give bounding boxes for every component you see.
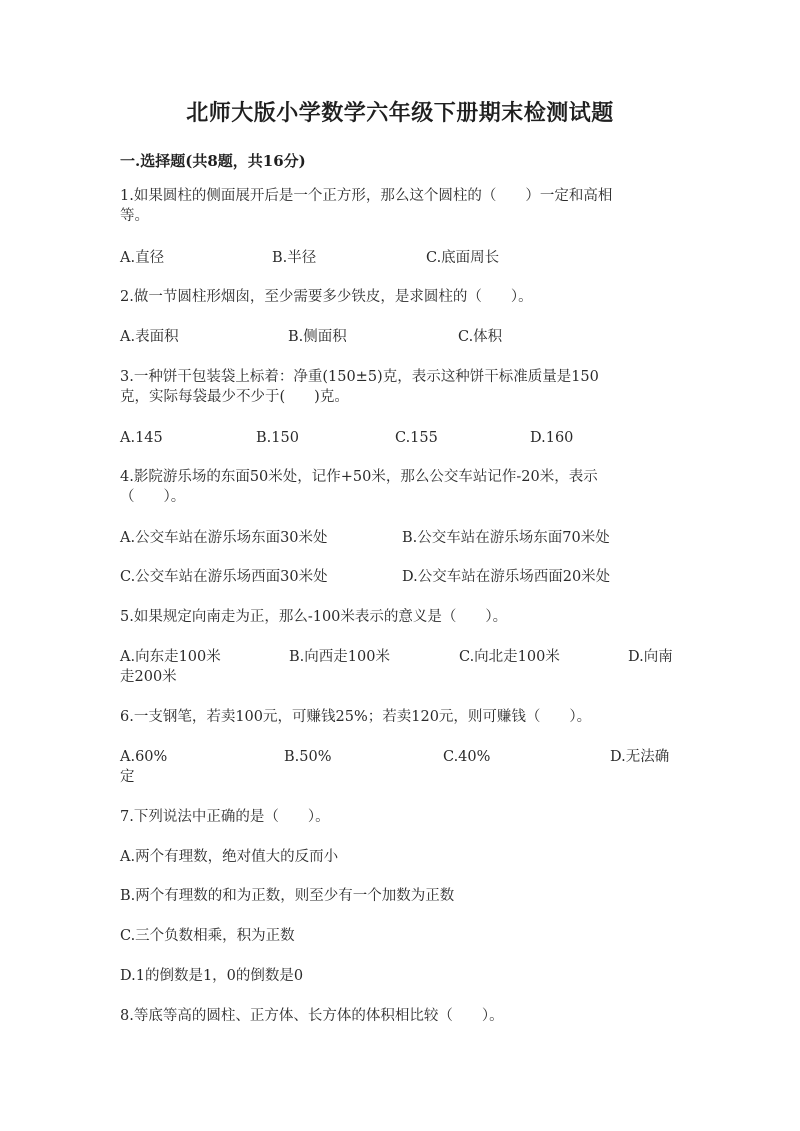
question-4 <box>120 467 680 507</box>
question-7-line-1: 7.下列说法中正确的是（ ）。 <box>120 809 330 825</box>
question-2 <box>120 287 680 307</box>
question-2-options <box>120 327 680 347</box>
question-4-options-row-2 <box>120 567 680 587</box>
question-2-option-c[interactable]: C.体积 <box>458 329 503 345</box>
question-8-line-1: 8.等底等高的圆柱、正方体、长方体的体积相比较（ ）。 <box>120 1008 504 1024</box>
question-6-option-d[interactable]: D.无法确 <box>610 749 670 765</box>
question-8 <box>120 1006 680 1026</box>
question-2-line-1: 2.做一节圆柱形烟囱，至少需要多少铁皮，是求圆柱的（ ）。 <box>120 289 533 305</box>
question-5 <box>120 607 680 627</box>
question-5-options <box>120 647 680 685</box>
question-6-option-b[interactable]: B.50% <box>284 749 332 765</box>
question-6-option-a[interactable]: A.60% <box>120 749 168 765</box>
question-5-option-b[interactable]: B.向西走100米 <box>289 649 390 665</box>
question-5-option-d[interactable]: D.向南 <box>628 649 673 665</box>
question-3-option-d[interactable]: D.160 <box>530 430 574 446</box>
question-1-option-b[interactable]: B.半径 <box>272 250 317 266</box>
question-3-option-a[interactable]: A.145 <box>120 430 163 446</box>
question-5-line-1: 5.如果规定向南走为正，那么-100米表示的意义是（ ）。 <box>120 609 508 625</box>
question-4-line-2: （ ）。 <box>120 489 186 505</box>
question-1 <box>120 186 680 226</box>
question-3-options <box>120 428 680 448</box>
question-7-option-d[interactable]: D.1的倒数是1，0的倒数是0 <box>120 968 304 984</box>
question-6-option-c[interactable]: C.40% <box>443 749 491 765</box>
question-7 <box>120 807 680 827</box>
question-2-option-a[interactable]: A.表面积 <box>120 329 179 345</box>
question-7-option-c[interactable]: C.三个负数相乘，积为正数 <box>120 928 295 944</box>
question-1-line-2: 等。 <box>120 208 149 224</box>
question-3-line-1: 3.一种饼干包装袋上标着：净重(150±5)克，表示这种饼干标准质量是150 <box>120 369 599 385</box>
question-4-line-1: 4.影院游乐场的东面50米处，记作+50米，那么公交车站记作-20米，表示 <box>120 469 598 485</box>
page-title: 北师大版小学数学六年级下册期末检测试题 <box>186 100 614 126</box>
question-4-option-a[interactable]: A.公交车站在游乐场东面30米处 <box>120 530 328 546</box>
question-4-option-d[interactable]: D.公交车站在游乐场西面20米处 <box>402 569 611 585</box>
question-7-option-a[interactable]: A.两个有理数，绝对值大的反而小 <box>120 849 339 865</box>
question-1-option-c[interactable]: C.底面周长 <box>426 250 500 266</box>
question-5-option-c[interactable]: C.向北走100米 <box>459 649 560 665</box>
section-heading: 一.选择题(共8题，共16分) <box>120 152 306 170</box>
question-1-options <box>120 248 680 268</box>
question-1-option-a[interactable]: A.直径 <box>120 250 165 266</box>
question-3-option-b[interactable]: B.150 <box>256 430 299 446</box>
question-1-line-1: 1.如果圆柱的侧面展开后是一个正方形，那么这个圆柱的（ ）一定和高相 <box>120 188 613 204</box>
question-6-line-1: 6.一支钢笔，若卖100元，可赚钱25%；若卖120元，则可赚钱（ ）。 <box>120 709 592 725</box>
question-6 <box>120 707 680 727</box>
question-3 <box>120 367 680 407</box>
question-5-option-a[interactable]: A.向东走100米 <box>120 649 221 665</box>
question-2-option-b[interactable]: B.侧面积 <box>288 329 347 345</box>
question-3-option-c[interactable]: C.155 <box>395 430 438 446</box>
question-7-option-b[interactable]: B.两个有理数的和为正数，则至少有一个加数为正数 <box>120 888 455 904</box>
question-4-options-row-1 <box>120 528 680 548</box>
question-6-option-d-continued: 定 <box>120 769 135 785</box>
question-4-option-b[interactable]: B.公交车站在游乐场东面70米处 <box>402 530 610 546</box>
question-5-option-d-continued: 走200米 <box>120 669 177 685</box>
question-4-option-c[interactable]: C.公交车站在游乐场西面30米处 <box>120 569 328 585</box>
question-6-options <box>120 747 680 785</box>
question-3-line-2: 克，实际每袋最少不少于( )克。 <box>120 389 349 405</box>
